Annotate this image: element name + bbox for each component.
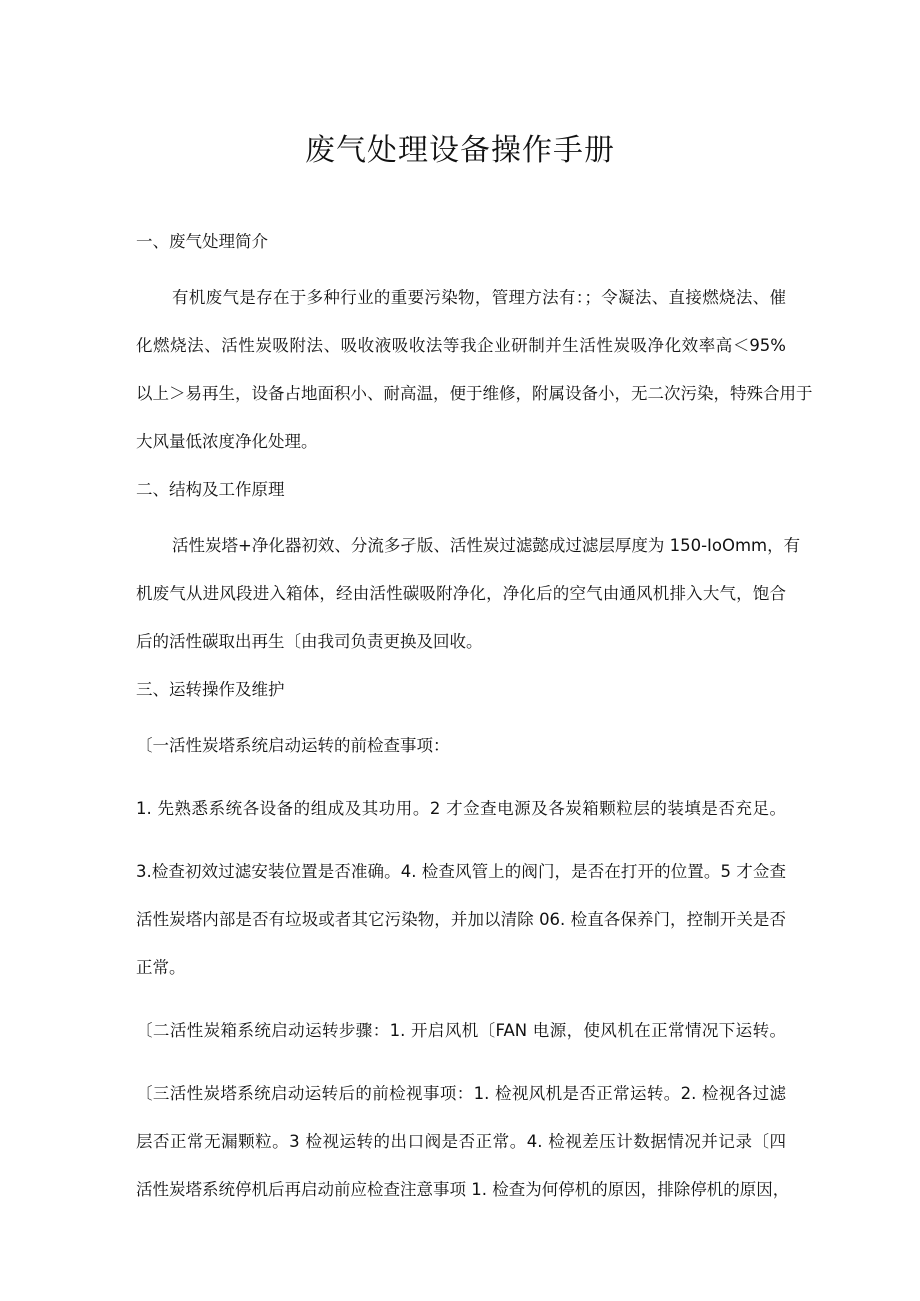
paragraph-line: 1. 先熟悉系统各设备的组成及其功用。2 才佥查电源及各炭箱颗粒层的装填是否充足。: [136, 799, 786, 818]
paragraph-line: 层否正常无漏颗粒。3 检视运转的出口阀是否正常。4. 检视差压计数据情况并记录〔四: [136, 1132, 786, 1151]
section-heading-intro: 一、废气处理简介: [136, 232, 268, 251]
paragraph-line: 3.检查初效过滤安装位置是否准确。4. 检查风管上的阀门，是否在打开的位置。5 才佥查: [136, 862, 786, 881]
paragraph-line: 后的活性碳取出再生〔由我司负责更换及回收。: [136, 632, 483, 651]
checks-paragraph: [136, 848, 786, 992]
paragraph-line: 活性炭塔系统停机后再启动前应检查注意事项 1. 检查为何停机的原因，排除停机的原因，: [136, 1180, 790, 1199]
subsection-startup-steps: 〔二活性炭箱系统启动运转步骤：1. 开启风机〔FAN 电源，使风机在正常情况下运转。: [136, 1021, 786, 1040]
paragraph-line: 正常。: [136, 958, 186, 977]
section-heading-structure: 二、结构及工作原理: [136, 480, 285, 499]
structure-paragraph: [136, 522, 801, 666]
paragraph-line: 以上＞易再生，设备占地面积小、耐高温，便于维修，附属设备小，无二次污染，特殊合用于: [136, 384, 813, 403]
paragraph-line: 有机废气是存在于多种行业的重要污染物，管理方法有：；令凝法、直接燃烧法、催: [172, 288, 786, 307]
intro-paragraph: [136, 274, 813, 466]
paragraph-line: 大风量低浓度净化处理。: [136, 432, 318, 451]
subsection-pre-start-checks: 〔一活性炭塔系统启动运转的前检查事项：: [136, 736, 450, 755]
paragraph-line: 活性炭塔+净化器初效、分流多孑版、活性炭过滤懿成过滤层厚度为 150-IoOmm，有: [172, 536, 801, 555]
paragraph-line: 机废气从进风段进入箱体，经由活性碳吸附净化，净化后的空气由通风机排入大气，饱合: [136, 584, 786, 603]
paragraph-line: 活性炭塔内部是否有垃圾或者其它污染物，并加以清除 06. 检直各保养门，控制开关是否: [136, 910, 786, 929]
paragraph-line: 〔三活性炭塔系统启动运转后的前检视事项：1. 检视风机是否正常运转。2. 检视各过滤: [136, 1084, 786, 1103]
document-title: 废气处理设备操作手册: [305, 133, 615, 168]
document-body: [136, 226, 813, 1214]
paragraph-line: 化燃烧法、活性炭吸附法、吸收液吸收法等我企业研制并生活性炭吸净化效率高＜95%: [136, 336, 786, 355]
post-start-checks-paragraph: [136, 1070, 790, 1214]
section-heading-operation: 三、运转操作及维护: [136, 680, 285, 699]
